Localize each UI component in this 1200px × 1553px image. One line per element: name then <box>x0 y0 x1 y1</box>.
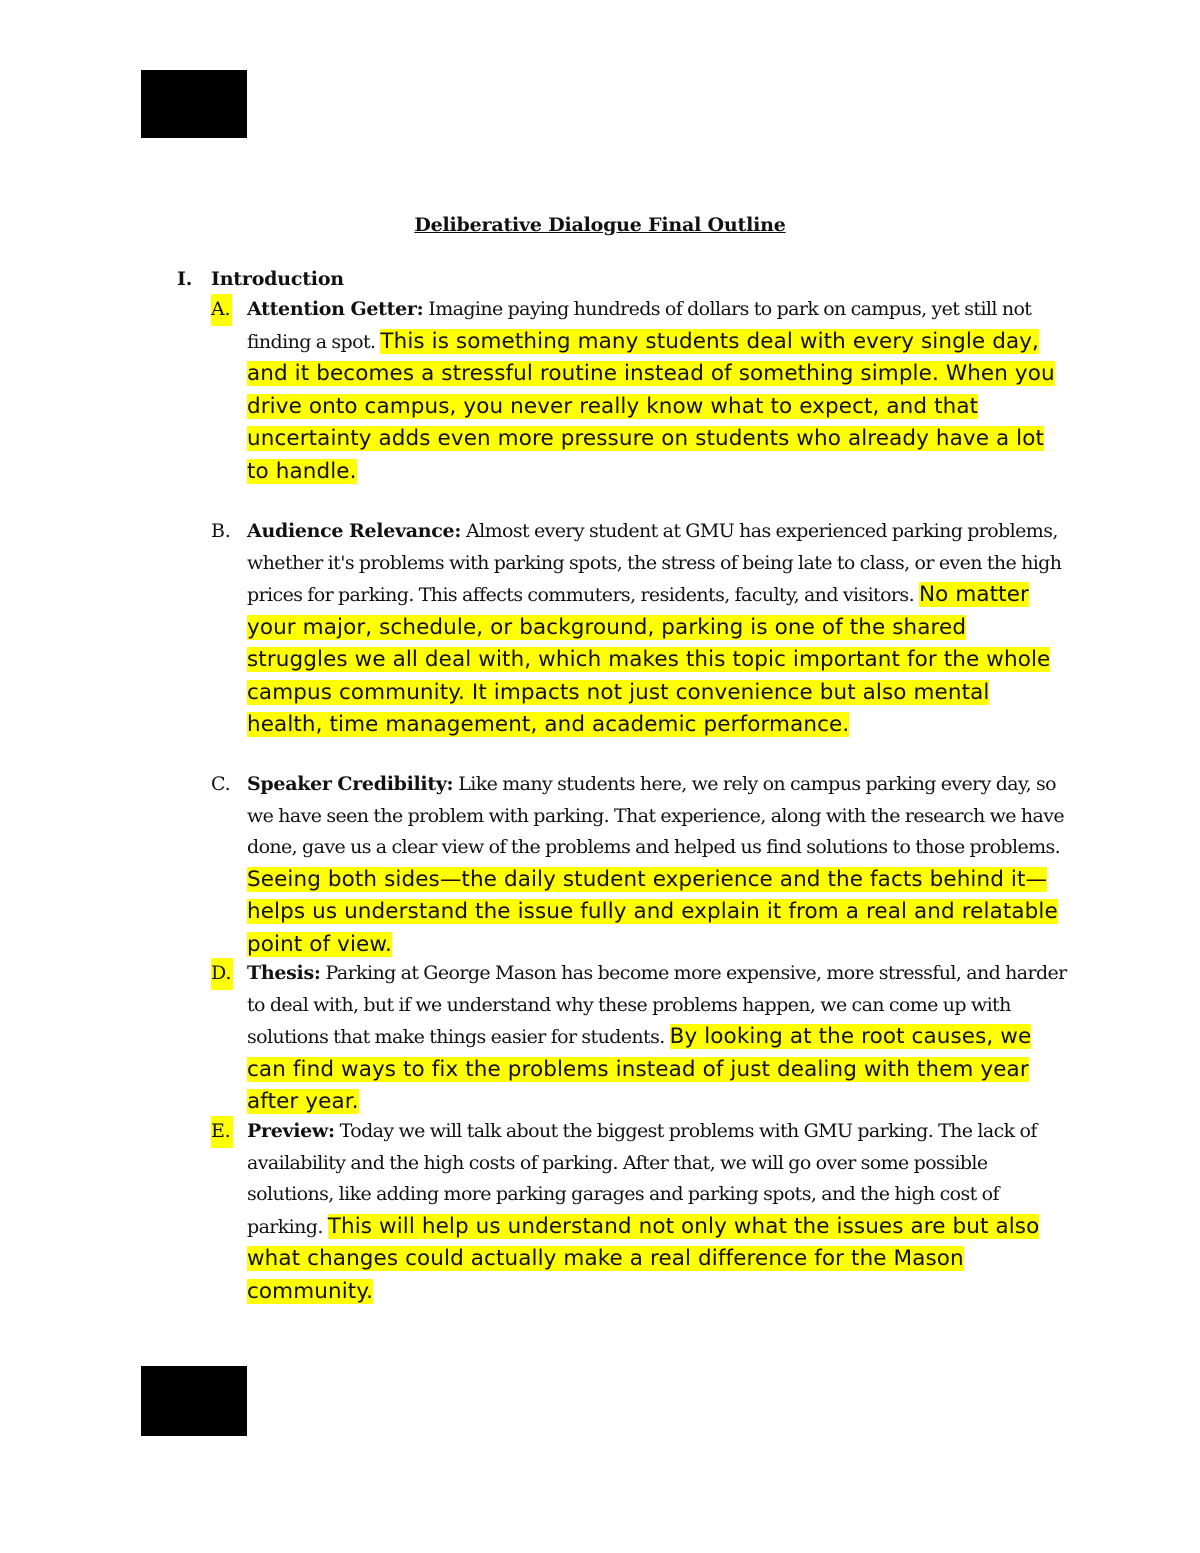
outline-item-speaker-credibility <box>211 769 1071 961</box>
redaction-block-top <box>141 70 247 138</box>
item-highlighted-text: By looking at the root causes, we can find ways to fix the problems instead of just dealing with them year after year. <box>247 1024 1032 1114</box>
item-text: Almost every student at GMU has experienced parking problems, whether it's problems with parking spots, the stress of being late to class, or even the high prices for parking. This affects commuters, residents, faculty, and visitors. <box>247 520 1062 606</box>
section-number: I. <box>177 268 193 290</box>
outline-item-thesis <box>211 958 1071 1119</box>
item-letter: D. <box>211 958 233 990</box>
item-highlighted-text: This will help us understand not only what the issues are but also what changes could actually make a real difference for the Mason community. <box>247 1213 1040 1304</box>
item-highlighted-text: Seeing both sides—the daily student experience and the facts behind it—helps us understand the issue fully and explain it from a real and relatable point of view. <box>247 866 1058 957</box>
item-letter: C. <box>211 773 231 795</box>
item-label: Attention Getter: <box>247 298 424 320</box>
item-label: Preview: <box>247 1120 335 1142</box>
item-highlighted-text: This is something many students deal with every single day, and it becomes a stressful routine instead of something simple. When you drive onto campus, you never really know what to expect, and that uncertainty adds even more pressure on students who already have a lot to handle. <box>247 328 1055 484</box>
item-text: Imagine paying hundreds of dollars to park on campus, yet still not finding a spot. <box>247 298 1032 353</box>
item-text: Parking at George Mason has become more expensive, more stressful, and harder to deal with, but if we understand why these problems happen, we can come up with solutions that make things easier for students. <box>247 962 1067 1048</box>
section-title: Introduction <box>211 268 344 290</box>
item-label: Audience Relevance: <box>247 520 462 542</box>
item-letter: E. <box>211 1116 233 1148</box>
document-title: Deliberative Dialogue Final Outline <box>414 214 786 236</box>
outline-item-preview <box>211 1116 1071 1308</box>
item-highlighted-text: No matter your major, schedule, or background, parking is one of the shared struggles we all deal with, which makes this topic important for the whole campus community. It impacts not just convenience but also mental health, time management, and academic performance. <box>247 582 1051 737</box>
outline-item-audience-relevance <box>211 516 1071 742</box>
redaction-block-bottom <box>141 1366 247 1436</box>
item-letter: B. <box>211 520 231 542</box>
item-text: Today we will talk about the biggest problems with GMU parking. The lack of availability and the high costs of parking. After that, we will go over some possible solutions, like adding more parking garages and parking spots, and the high cost of parking. <box>247 1120 1037 1238</box>
item-label: Speaker Credibility: <box>247 773 454 795</box>
item-text: Like many students here, we rely on campus parking every day, so we have seen the problem with parking. That experience, along with the research we have done, gave us a clear view of the problems and helped us find solutions to those problems. <box>247 773 1065 858</box>
section-heading <box>177 264 344 294</box>
outline-item-attention-getter <box>211 294 1071 488</box>
item-letter: A. <box>211 294 232 326</box>
item-label: Thesis: <box>247 962 321 984</box>
